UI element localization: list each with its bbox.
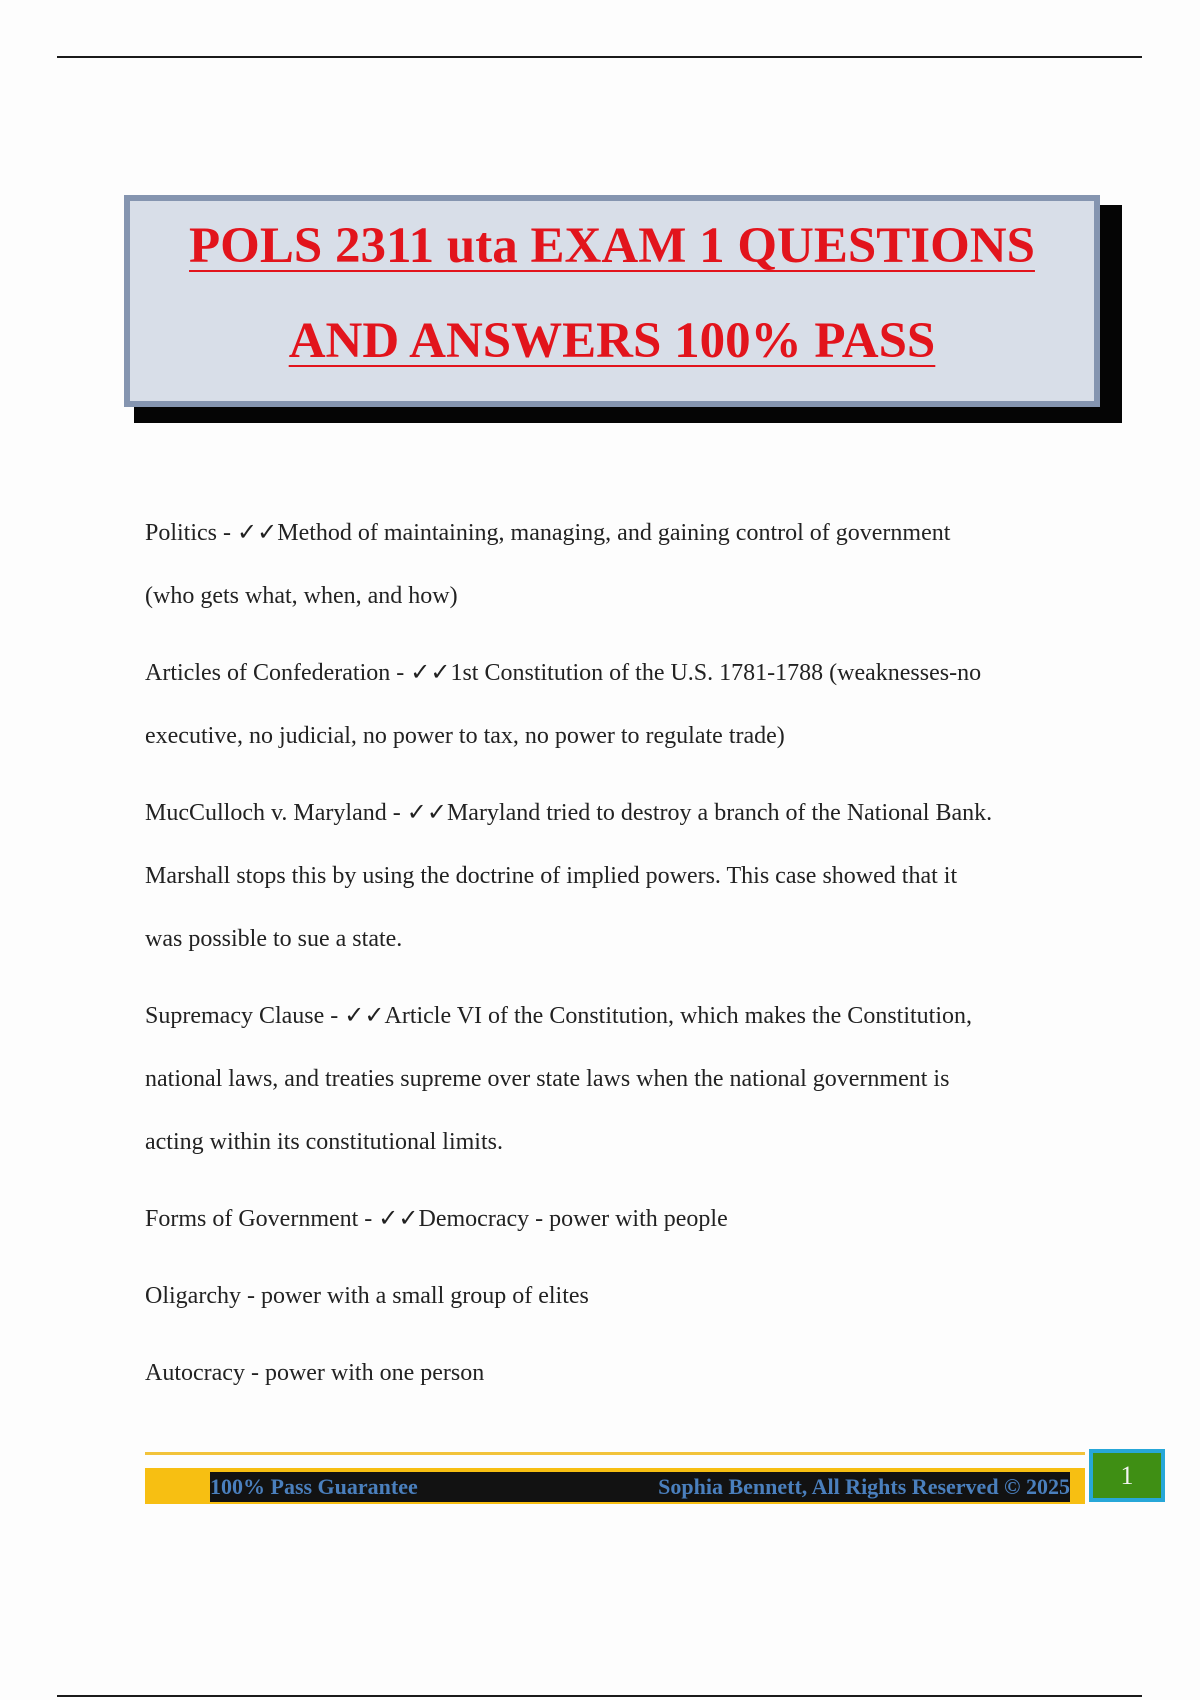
text-line: Forms of Government - ✓✓Democracy - power with people [145,1206,728,1232]
footer-copyright: Sophia Bennett, All Rights Reserved © 2025 [658,1474,1070,1499]
text-line: Marshall stops this by using the doctrine of implied powers. This case showed that it [145,863,958,889]
entry-mcculloch-v-maryland [145,782,1085,971]
text-line: (who gets what, when, and how) [145,583,458,609]
bottom-rule [57,1695,1142,1697]
text-line: executive, no judicial, no power to tax, no power to regulate trade) [145,723,785,749]
text-line: Oligarchy - power with a small group of elites [145,1283,589,1309]
text-line: Autocracy - power with one person [145,1360,485,1386]
entry-articles-of-confederation [145,642,1085,768]
top-rule [57,56,1142,58]
text-line: acting within its constitutional limits. [145,1129,503,1155]
text-line: Politics - ✓✓Method of maintaining, managing, and gaining control of government [145,520,951,546]
text-line: national laws, and treaties supreme over state laws when the national government is [145,1066,950,1092]
document-title-line-2: AND ANSWERS 100% PASS [288,313,936,369]
footer-pass-guarantee: 100% Pass Guarantee [210,1474,418,1499]
footer-rule [145,1452,1085,1455]
entry-politics [145,502,1085,628]
entry-forms-of-government [145,1188,1085,1405]
text-line: was possible to sue a state. [145,926,403,952]
document-title-line-1: POLS 2311 uta EXAM 1 QUESTIONS [189,218,1035,274]
entry-supremacy-clause [145,985,1085,1174]
text-line: Articles of Confederation - ✓✓1st Constitution of the U.S. 1781-1788 (weaknesses-no [145,660,982,686]
document-body [145,502,1085,1405]
page-number: 1 [1089,1449,1165,1502]
text-line: MucCulloch v. Maryland - ✓✓Maryland tried to destroy a branch of the National Bank. [145,800,993,826]
text-line: Supremacy Clause - ✓✓Article VI of the Constitution, which makes the Constitution, [145,1003,972,1029]
title-box [124,195,1100,407]
